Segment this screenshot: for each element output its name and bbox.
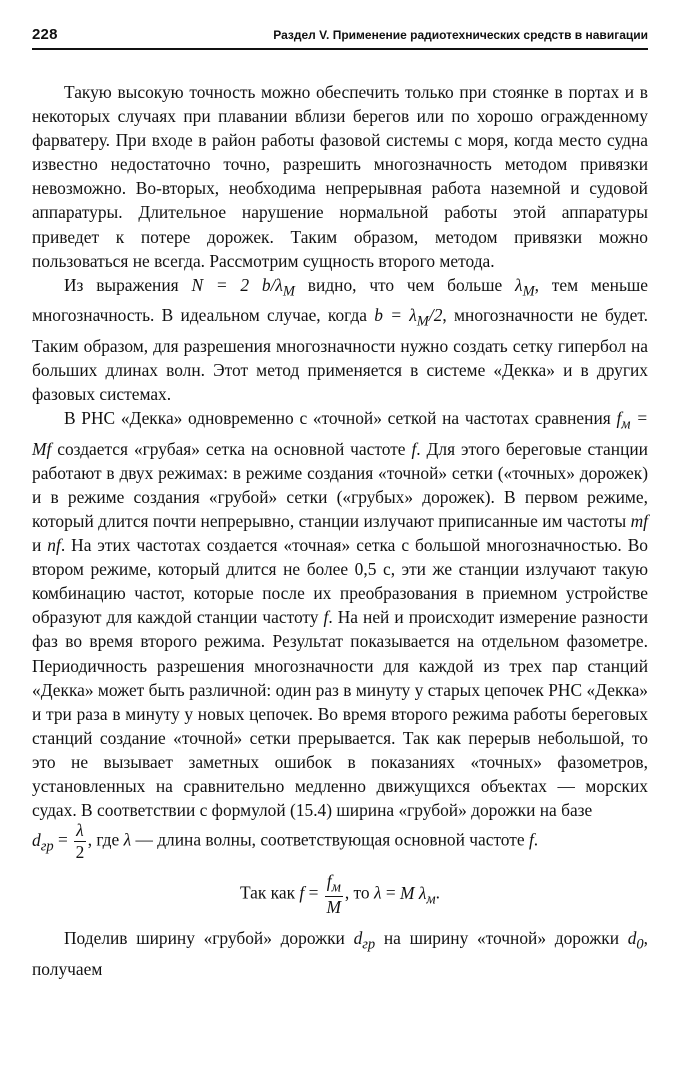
paragraph-3-text-d: и bbox=[32, 535, 48, 556]
formula-nf: nf bbox=[47, 535, 61, 556]
formula-b-sub: M bbox=[416, 313, 429, 330]
formula-fm-sub: м bbox=[621, 416, 631, 433]
page-number: 228 bbox=[32, 26, 58, 43]
paragraph-2-text-d: , многозначности не будет. Таким образом, для разрешения многозначности нужно создать сетку гипербол на больших длинах волн. Этот метод применяется в системе «Декка» и в других фазовых системах. bbox=[32, 305, 648, 405]
fraction-denominator: 2 bbox=[75, 841, 85, 862]
running-head: Раздел V. Применение радиотехнических средств в навигации bbox=[273, 28, 648, 42]
fraction-m-denominator: M bbox=[326, 897, 342, 917]
paragraph-2-text-c: , тем меньше многозначность. В идеальном случае, когда bbox=[32, 274, 648, 326]
formula-lambda: λ bbox=[123, 829, 132, 850]
formula-line-2-f: f bbox=[299, 882, 305, 903]
formula-line-1-text-a: , где bbox=[87, 829, 124, 850]
formula-line-2-equals: = bbox=[304, 882, 323, 903]
final-paragraph-text-a: Поделив ширину «грубой» дорожки bbox=[64, 928, 354, 949]
formula-fm-tail: = Mf bbox=[32, 408, 648, 459]
final-paragraph-text-b: на ширину «точной» дорожки bbox=[375, 928, 628, 949]
formula-d0-main: d bbox=[627, 928, 637, 949]
formula-line-2 bbox=[32, 873, 648, 916]
paragraph-3-text-e: . На этих частотах создается «точная» сетка с большой многозначностью. Во втором режиме, который длится не более 0,5 с, эти же станции излучают такую комбинацию частот, которые после их преобразования в приемном устройстве образуют для каждой станции частоту bbox=[32, 535, 648, 628]
formula-b-equals bbox=[374, 305, 443, 330]
formula-d-gr-main: d bbox=[32, 829, 41, 850]
fraction-fm-over-m bbox=[325, 873, 343, 916]
formula-f: f bbox=[528, 829, 534, 850]
formula-d-gr bbox=[32, 829, 54, 855]
formula-b-main: b = λ bbox=[374, 305, 417, 326]
formula-d-gr-2-main: d bbox=[353, 928, 363, 949]
formula-mf: mf bbox=[630, 511, 648, 531]
formula-fm-main: f bbox=[616, 408, 622, 429]
formula-f-base: f bbox=[411, 438, 417, 459]
formula-b-tail: /2 bbox=[428, 305, 443, 326]
paragraph-3-text-b: создается «грубая» сетка на основной частоте bbox=[51, 438, 412, 459]
formula-line-1 bbox=[32, 822, 648, 861]
paragraph-3-text-f: . На ней и происходит измерение разности фаз во время второго режима. Результат показывается на отдельном фазометре. Периодичность разрешения многозначности для каждой из трех пар станций «Декка» может быть различной: один раз в минуту у старых цепочек РНС «Декка» и три раза в минуту у новых цепочек. Во время второго режима работы береговых станций создание «точной» сетки прерывается. Так как перерыв небольшой, то это не вызывает заметных ошибок в показаниях «точных» фазометров, установленных на сравнительно медленно движущихся объектах — морских судах. В соответствии с формулой (15.4) ширина «грубой» дорожки на базе bbox=[32, 607, 648, 821]
formula-equals: = bbox=[53, 829, 73, 850]
body-text bbox=[32, 80, 648, 981]
formula-d0 bbox=[627, 928, 644, 953]
formula-line-2-prefix: Так как bbox=[239, 882, 300, 903]
formula-n-main: N = 2 b/λ bbox=[191, 274, 283, 295]
formula-line-2-equals-2: = bbox=[381, 882, 401, 903]
formula-m-lambda-main: M λ bbox=[400, 882, 427, 903]
formula-line-2-end: . bbox=[435, 882, 441, 903]
formula-line-2-lambda: λ bbox=[373, 882, 382, 903]
formula-d0-sub: 0 bbox=[636, 936, 644, 953]
paragraph-2-text-b: видно, что чем больше bbox=[295, 274, 516, 295]
formula-lambda-main: λ bbox=[515, 274, 523, 295]
formula-d-gr-2 bbox=[353, 928, 376, 953]
paragraph-3-text-c: . Для этого береговые станции работают в двух режимах: в режиме создания «точной» сетки («точных» дорожек) и в режиме создания «грубой» сетки («грубых» дорожек). В первом режиме, который длится почти непрерывно, станции излучают приписанные им частоты bbox=[32, 438, 648, 531]
formula-f-station: f bbox=[323, 607, 329, 628]
formula-n-equals bbox=[191, 274, 296, 300]
paragraph-2-text-a: Из выражения bbox=[64, 274, 192, 295]
fraction-numerator: λ bbox=[76, 820, 84, 841]
formula-lambda-sub: M bbox=[522, 283, 535, 300]
formula-d-gr-2-sub: гр bbox=[362, 936, 376, 953]
paragraph-3-text-a: В РНС «Декка» одновременно с «точной» сеткой на частотах сравнения bbox=[64, 408, 617, 429]
paragraph-2 bbox=[32, 273, 648, 406]
formula-lambda-m bbox=[515, 274, 535, 300]
formula-n-sub: M bbox=[282, 283, 296, 300]
final-paragraph bbox=[32, 926, 648, 981]
page-header bbox=[32, 26, 648, 50]
formula-m-lambda-sub: м bbox=[426, 891, 436, 908]
fraction-fm-numerator bbox=[325, 873, 343, 897]
formula-d-gr-sub: гр bbox=[40, 838, 54, 855]
final-paragraph-text-c: , получаем bbox=[32, 928, 649, 979]
formula-line-2-mid: , то bbox=[344, 882, 374, 903]
formula-m-lambda-m bbox=[400, 882, 436, 908]
fraction-fm-sub: м bbox=[331, 879, 341, 896]
paragraph-3 bbox=[32, 406, 648, 822]
fraction-fm-main: f bbox=[326, 871, 332, 892]
fraction-lambda-over-2 bbox=[74, 822, 86, 861]
paragraph-1: Такую высокую точность можно обеспечить только при стоянке в портах и в некоторых случаях при плавании вблизи берегов или по хорошо огражденному фарватеру. При входе в район работы фазовой системы с моря, когда место судна известно недостаточно точно, разрешить многозначность методом привязки невозможно. Во-вторых, необходима непрерывная работа наземной и судовой аппаратуры. Длительное нарушение нормальной работы этой аппаратуры приведет к потере дорожек. Таким образом, методом привязки можно пользоваться не всегда. Рассмотрим сущность второго метода. bbox=[32, 82, 648, 271]
formula-line-1-text-b: — длина волны, соответствующая основной частоте bbox=[131, 829, 529, 850]
formula-line-1-end: . bbox=[533, 829, 539, 850]
